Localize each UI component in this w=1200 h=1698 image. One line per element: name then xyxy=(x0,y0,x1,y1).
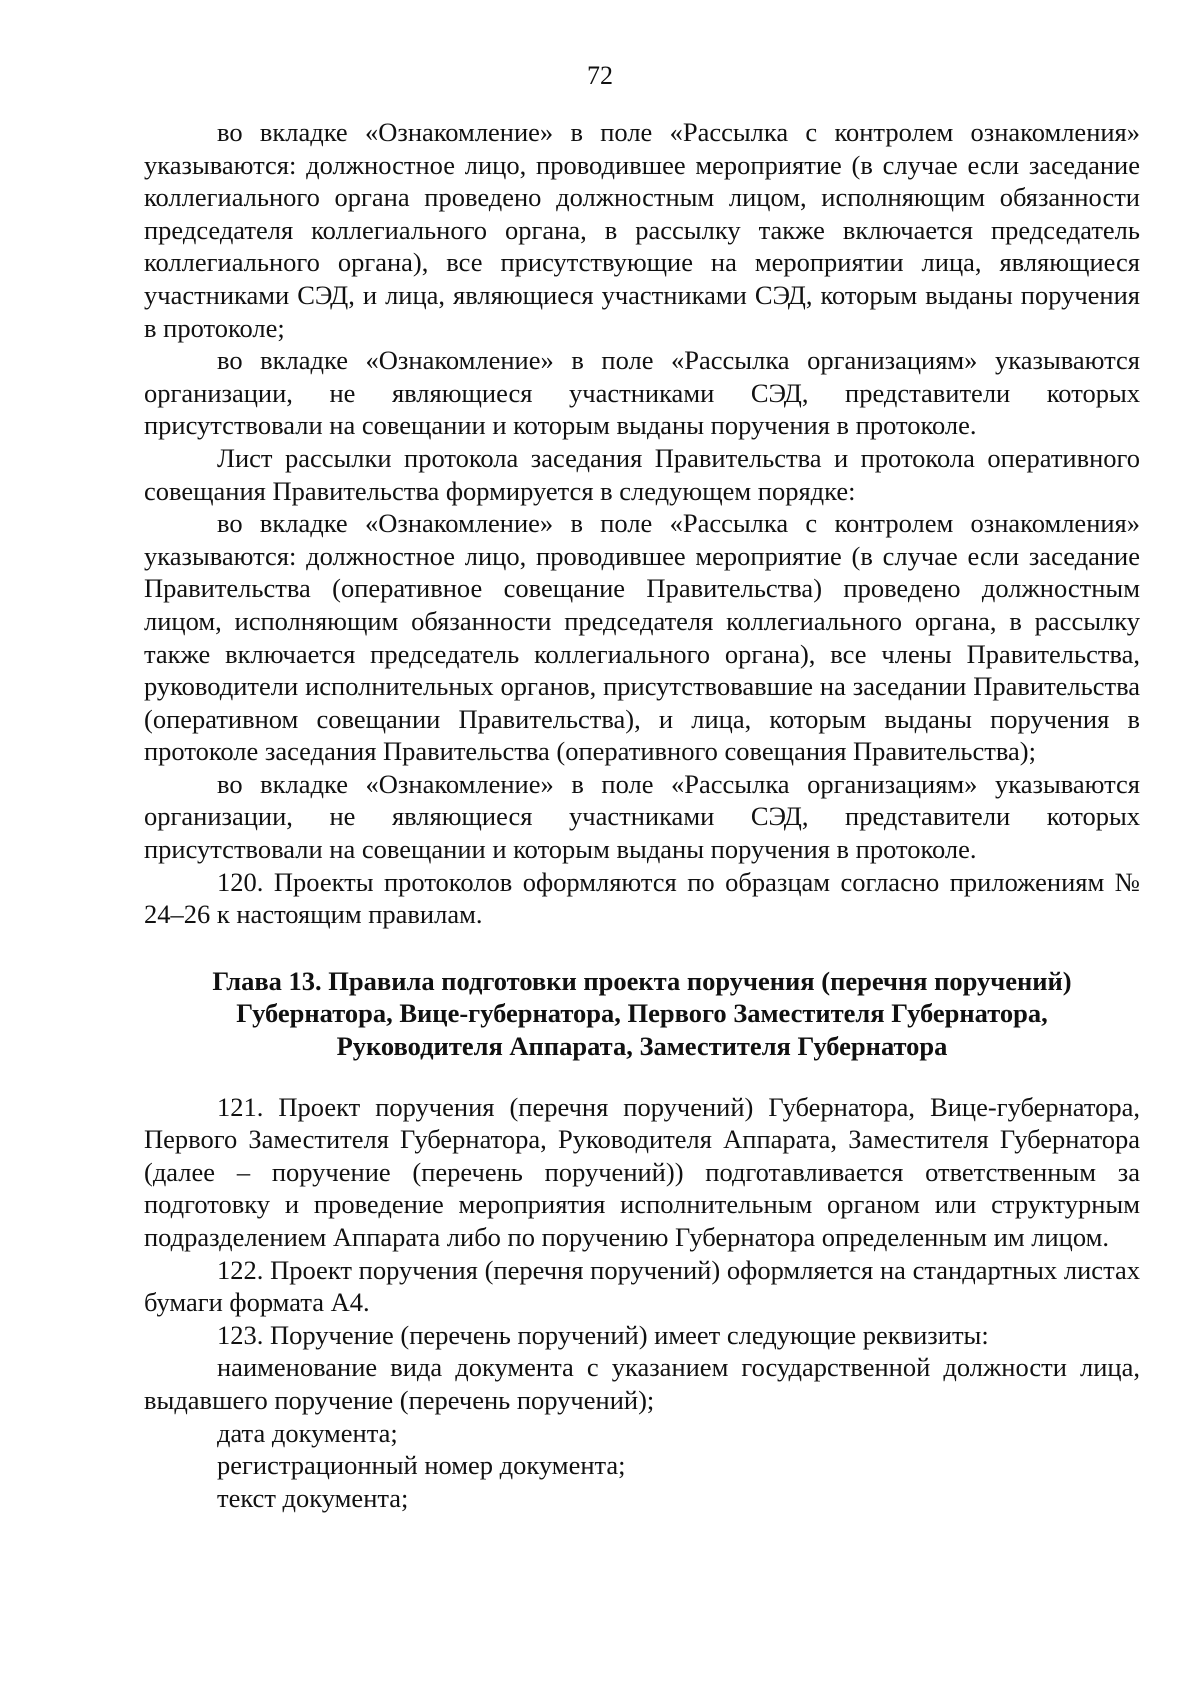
page-number: 72 xyxy=(587,61,613,90)
list-item-document-date: дата документа; xyxy=(217,1417,398,1448)
list-item-document-text: текст документа; xyxy=(217,1482,409,1513)
paragraph-120: 120. Проекты протоколов оформляются по образцам согласно приложениям № 24–26 к настоящим правилам. xyxy=(144,866,1140,930)
paragraph-government-distribution-control: во вкладке «Ознакомление» в поле «Рассылка с контролем ознакомления» указываются: должностное лицо, проводившее мероприятие (в случае если заседание Правительства (оперативное совещание Правительства) проведено должностным лицом, исполняющим обязанности председателя коллегиального органа, в рассылку также включается председатель коллегиального органа), все члены Правительства, руководители исполнительных органов, присутствовавшие на заседании Правительства (оперативном совещании Правительства), и лица, которым выданы поручения в протоколе заседания Правительства (оперативного совещания Правительства); xyxy=(144,508,1140,767)
paragraph-government-list-order: Лист рассылки протокола заседания Правительства и протокола оперативного совещания Правительства формируется в следующем порядке: xyxy=(144,442,1140,506)
chapter-heading xyxy=(144,965,1140,1063)
document-body xyxy=(144,116,1140,1514)
paragraph-government-distribution-organizations: во вкладке «Ознакомление» в поле «Рассылка организациям» указываются организации, не являющиеся участниками СЭД, представители которых присутствовали на совещании и которым выданы поручения в протоколе. xyxy=(144,768,1140,865)
list-item-document-type: наименование вида документа с указанием государственной должности лица, выдавшего поручение (перечень поручений); xyxy=(144,1352,1140,1415)
paragraph-121: 121. Проект поручения (перечня поручений) Губернатора, Вице-губернатора, Первого Заместителя Губернатора, Руководителя Аппарата, Заместителя Губернатора (далее – поручение (перечень поручений)) подготавливается ответственным за подготовку и проведение мероприятия исполнительным органом или структурным подразделением Аппарата либо по поручению Губернатора определенным им лицом. xyxy=(144,1091,1140,1252)
chapter-heading-line-3: Руководителя Аппарата, Заместителя Губернатора xyxy=(336,1031,948,1062)
chapter-heading-line-2: Губернатора, Вице-губернатора, Первого Заместителя Губернатора, xyxy=(236,998,1048,1029)
chapter-heading-line-1: Глава 13. Правила подготовки проекта поручения (перечня поручений) xyxy=(212,965,1072,996)
paragraph-distribution-organizations: во вкладке «Ознакомление» в поле «Рассылка организациям» указываются организации, не являющиеся участниками СЭД, представители которых присутствовали на совещании и которым выданы поручения в протоколе. xyxy=(144,345,1140,441)
paragraph-123: 123. Поручение (перечень поручений) имеет следующие реквизиты: xyxy=(217,1319,989,1350)
paragraph-distribution-control: во вкладке «Ознакомление» в поле «Рассылка с контролем ознакомления» указываются: должностное лицо, проводившее мероприятие (в случае если заседание коллегиального органа проведено должностным лицом, исполняющим обязанности председателя коллегиального органа, в рассылку также включается председатель коллегиального органа), все присутствующие на мероприятии лица, являющиеся участниками СЭД, и лица, являющиеся участниками СЭД, которым выданы поручения в протоколе; xyxy=(144,117,1140,343)
paragraph-122: 122. Проект поручения (перечня поручений) оформляется на стандартных листах бумаги формата А4. xyxy=(144,1254,1140,1318)
list-item-registration-number: регистрационный номер документа; xyxy=(217,1450,626,1481)
